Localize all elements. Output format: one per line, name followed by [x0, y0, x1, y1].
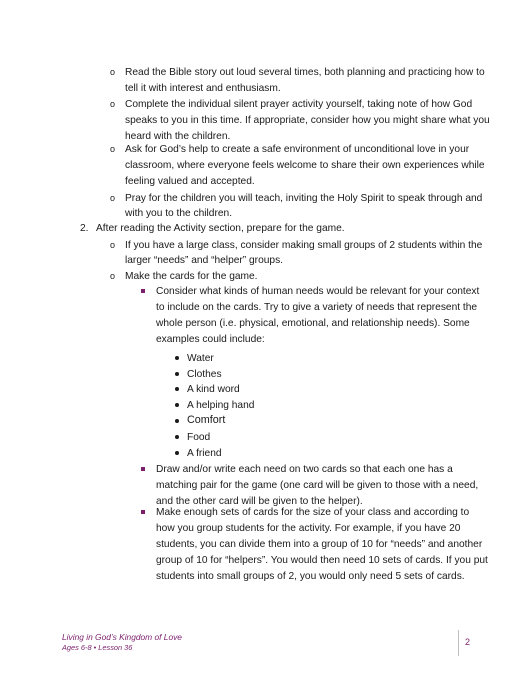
list-item-text: students, you can divide them into a group of 10 for “needs” and another [156, 539, 483, 550]
list-item-text: matching pair for the game (one card will be given to those with a need, [156, 480, 479, 491]
list-item-text: how you group students for the activity. For example, if you have 20 [156, 523, 461, 534]
example-item: Water [187, 353, 214, 364]
list-item-text: After reading the Activity section, prepare for the game. [96, 223, 345, 234]
list-bullet-dot [175, 435, 179, 439]
example-item: A helping hand [187, 400, 255, 411]
list-item-text: whole person (i.e. physical, emotional, and relationship needs). Some [156, 318, 470, 329]
list-item-text: Make the cards for the game. [125, 271, 258, 282]
list-item-text: larger “needs” and “helper” groups. [125, 255, 283, 266]
list-item-text: tell it with interest and enthusiasm. [125, 83, 281, 94]
example-item: Comfort [187, 414, 226, 426]
list-item-text: Complete the individual silent prayer activity yourself, taking note of how God [125, 99, 473, 110]
footer-subtitle: Ages 6-8 • Lesson 36 [62, 643, 133, 652]
list-item-text: group of 10 for “helpers”. You would then need 10 sets of cards. If you put [156, 555, 488, 566]
example-item: A friend [187, 448, 222, 459]
list-item-text: Draw and/or write each need on two cards so that each one has a [156, 464, 453, 475]
list-item-text: with you to the children. [125, 208, 233, 219]
list-item-text: examples could include: [156, 334, 265, 345]
list-bullet-dot [175, 387, 179, 391]
list-item-text: classroom, where everyone feels welcome to share their own experiences while [125, 160, 485, 171]
list-item-text: Make enough sets of cards for the size of your class and according to [156, 507, 470, 518]
list-bullet-o: o [110, 99, 116, 109]
list-item-text: speaks to you in this time. If appropriate, consider how you might share what you [125, 115, 490, 126]
list-item-text: Ask for God’s help to create a safe environment of unconditional love in your [125, 144, 470, 155]
list-bullet-o: o [110, 193, 116, 203]
list-bullet-dot [175, 372, 179, 376]
list-bullet-o: o [110, 240, 116, 250]
list-bullet-dot [175, 419, 179, 423]
example-item: Clothes [187, 369, 222, 380]
page-number: 2 [465, 637, 471, 647]
list-bullet-dot [175, 451, 179, 455]
list-number: 2. [80, 223, 89, 234]
list-item-text: students into small groups of 2, you would only need 5 sets of cards. [156, 571, 465, 582]
footer-title: Living in God’s Kingdom of Love [62, 632, 182, 642]
list-bullet-square [141, 289, 145, 293]
list-item-text: heard with the children. [125, 131, 231, 142]
list-bullet-o: o [110, 271, 116, 281]
list-item-text: Consider what kinds of human needs would be relevant for your context [156, 286, 480, 297]
list-bullet-o: o [110, 67, 116, 77]
list-bullet-square [141, 467, 145, 471]
example-item: Food [187, 432, 211, 443]
footer-divider [458, 630, 459, 656]
list-item-text: Read the Bible story out loud several times, both planning and practicing how to [125, 67, 485, 78]
list-item-text: feeling valued and accepted. [125, 176, 255, 187]
list-bullet-dot [175, 403, 179, 407]
list-item-text: and the other card will be given to the helper). [156, 496, 363, 507]
list-item-text: If you have a large class, consider making small groups of 2 students within the [125, 240, 483, 251]
list-bullet-dot [175, 356, 179, 360]
list-bullet-o: o [110, 144, 116, 154]
example-item: A kind word [187, 384, 240, 395]
list-bullet-square [141, 510, 145, 514]
list-item-text: Pray for the children you will teach, inviting the Holy Spirit to speak through and [125, 193, 483, 204]
list-item-text: to include on the cards. Try to give a variety of needs that represent the [156, 302, 478, 313]
